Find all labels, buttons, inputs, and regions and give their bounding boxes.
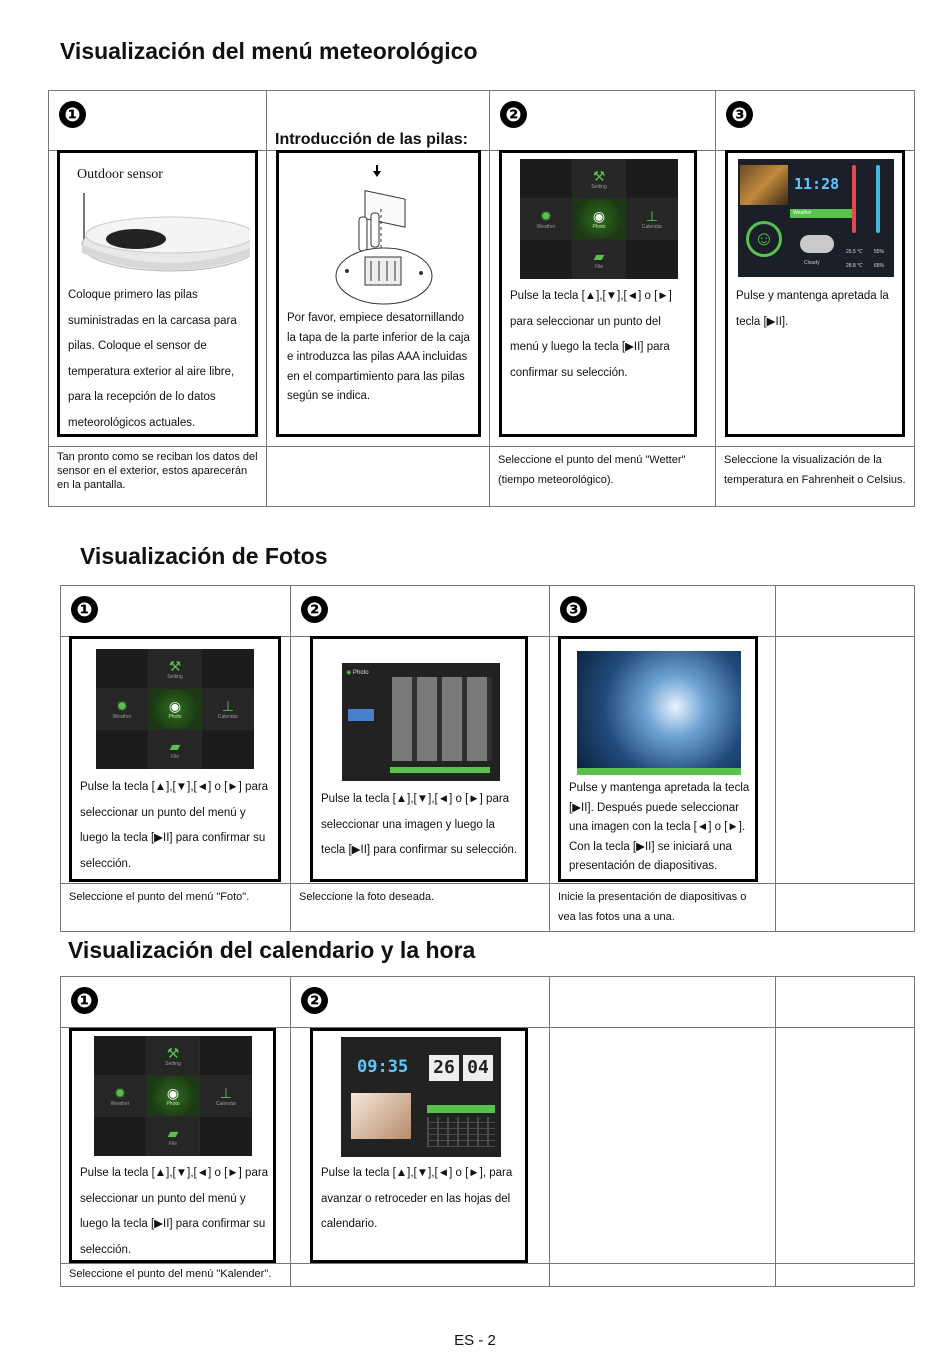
- photo-note-1: Seleccione el punto del menú "Foto".: [69, 891, 250, 903]
- thermometer-red: [852, 165, 856, 233]
- battery-box: [276, 150, 481, 437]
- slideshow-text-line: presentación de diapositivas.: [569, 860, 718, 872]
- menu-screen: ⚒ Setting ✹ Weather ◉ Photo ⊥ Calendar ▰ File: [96, 649, 254, 769]
- battery-text-line: e introduzca las pilas AAA incluidas: [287, 351, 468, 363]
- slideshow-text-line: [▶II]. Después puede seleccionar: [569, 801, 739, 814]
- sensor-text-line: meteorológicos actuales.: [68, 416, 196, 429]
- photo-step-2-badge: ❷: [301, 596, 328, 623]
- page-number: ES - 2: [454, 1332, 496, 1349]
- photo-menu-text-line: seleccionar un punto del menú y: [80, 806, 246, 819]
- calendar-screen: [341, 1037, 501, 1157]
- battery-text-line: Por favor, empiece desatornillando: [287, 312, 465, 324]
- setting-icon: ⚒: [168, 657, 182, 674]
- weather-photo: [740, 165, 788, 205]
- calendar-display-box: [310, 1028, 528, 1263]
- sensor-text-line: temperatura exterior al aire libre,: [68, 365, 235, 378]
- folder-icon: ▰: [593, 248, 605, 265]
- photo-menu-box: [69, 636, 281, 882]
- photo-menu-text-line: luego la tecla [▶II] para confirmar su: [80, 832, 266, 844]
- outdoor-sensor-image: [70, 183, 250, 278]
- menu-screen: ⚒ Setting ✹ Weather ◉ Photo ⊥ Calendar ▰ File: [94, 1036, 252, 1156]
- slideshow-text-line: Pulse y mantenga apretada la tecla: [569, 782, 750, 794]
- camera-icon: ◉: [592, 207, 606, 224]
- photo-menu-text-line: selección.: [80, 857, 132, 870]
- step-1-badge: ❶: [59, 101, 86, 128]
- weather-tab: Weather: [790, 209, 853, 218]
- menu-weather: ✹ Weather: [520, 199, 572, 238]
- sun-icon: ✹: [114, 1084, 126, 1101]
- weather-display-box: [725, 150, 905, 437]
- sun-icon: ✹: [540, 207, 552, 224]
- browser-text-line: seleccionar una imagen y luego la: [321, 818, 495, 831]
- calendar-step-2-badge: ❷: [301, 987, 328, 1014]
- weather-section-title: Visualización del menú meteorológico: [60, 38, 478, 64]
- smiley-icon: ☺: [746, 221, 782, 257]
- menu-photo: ◉ Photo: [573, 199, 625, 238]
- calendar-menu-text-line: selección.: [80, 1243, 132, 1256]
- photo-step-3-badge: ❸: [560, 596, 587, 623]
- weather-note-3: Seleccione la visualización de la temperatura en Fahrenheit o Celsius.: [724, 454, 906, 486]
- photo-status-bar: [390, 767, 490, 773]
- sd-card-icon: [348, 709, 374, 721]
- step-2-badge: ❷: [500, 101, 527, 128]
- camera-icon: ◉: [166, 1084, 180, 1101]
- calendar-icon: ⊥: [221, 697, 235, 714]
- menu-text-line: menú y luego la tecla [▶II] para: [510, 341, 670, 353]
- sensor-label: Outdoor sensor: [77, 167, 163, 182]
- calendar-clock: 09:35: [357, 1057, 409, 1077]
- sensor-text-line: suministradas en la carcasa para: [68, 314, 237, 327]
- weather-note-1: Tan pronto como se reciban los datos del sensor en el exterior, estos aparecerán en la pantalla.: [57, 451, 258, 491]
- battery-text-line: según se indica.: [287, 390, 371, 402]
- sensor-text-line: pilas. Coloque el sensor de: [68, 340, 207, 352]
- menu-text-line: para seleccionar un punto del: [510, 315, 661, 328]
- sensor-text-line: para la recepción de lo datos: [68, 391, 216, 403]
- slideshow-text-line: Con la tecla [▶II] se iniciará una: [569, 840, 732, 853]
- calendar-menu-text-line: seleccionar un punto del menú y: [80, 1192, 246, 1205]
- thumbnail-grid: [392, 677, 492, 761]
- slideshow-image: [577, 651, 741, 775]
- calendar-weekday-bar: [427, 1105, 495, 1113]
- slideshow-text-line: una imagen con la tecla [◄] o [►].: [569, 821, 746, 833]
- photo-menu-text-line: Pulse la tecla [▲],[▼],[◄] o [►] para: [80, 781, 269, 793]
- camera-icon: ◉: [346, 670, 353, 676]
- menu-setting: ⚒ Setting: [573, 159, 625, 198]
- photo-step-1-badge: ❶: [71, 596, 98, 623]
- camera-icon: ◉: [168, 697, 182, 714]
- calendar-menu-text-line: Pulse la tecla [▲],[▼],[◄] o [►] para: [80, 1167, 269, 1179]
- calendar-step-1-badge: ❶: [71, 987, 98, 1014]
- calendar-note-1: Seleccione el punto del menú "Kalender".: [69, 1268, 272, 1280]
- photo-browser-box: [310, 636, 528, 882]
- menu-text-line: confirmar su selección.: [510, 366, 628, 379]
- calendar-menu-text-line: luego la tecla [▶II] para confirmar su: [80, 1218, 266, 1230]
- folder-icon: ▰: [167, 1125, 179, 1142]
- sun-icon: ✹: [116, 697, 128, 714]
- calendar-text-line: calendario.: [321, 1218, 378, 1230]
- folder-icon: ▰: [169, 738, 181, 755]
- humidity-2: 65%: [874, 263, 885, 269]
- photo-browser-screen: ◉ Photo: [342, 663, 500, 781]
- calendar-icon: ⊥: [219, 1084, 233, 1101]
- photo-note-3: Inicie la presentación de diapositivas o vea las fotos una a una.: [558, 891, 747, 923]
- weather-text-line: Pulse y mantenga apretada la: [736, 290, 889, 302]
- thermometer-blue: [876, 165, 880, 233]
- calendar-icon: ⊥: [645, 207, 659, 224]
- calendar-month-card: 04: [463, 1055, 493, 1081]
- setting-icon: ⚒: [166, 1044, 180, 1061]
- weather-screen: [738, 159, 894, 277]
- battery-text-line: la tapa de la parte inferior de la caja: [287, 331, 470, 344]
- menu-calendar: ⊥ Calendar: [626, 199, 678, 238]
- slideshow-box: [558, 636, 758, 882]
- humidity-1: 55%: [874, 249, 885, 255]
- browser-text-line: tecla [▶II] para confirmar su selección.: [321, 844, 518, 856]
- menu-screen: [520, 159, 678, 279]
- menu-file: ▰ File: [573, 240, 625, 279]
- menu-text-line: Pulse la tecla [▲],[▼],[◄] o [►]: [510, 290, 672, 302]
- calendar-month-grid: [427, 1117, 495, 1147]
- weather-text-line: tecla [▶II].: [736, 315, 789, 328]
- temp-1: 26.5 ℃: [846, 249, 863, 255]
- calendar-menu-box: [69, 1028, 276, 1263]
- battery-diagram-image: [329, 161, 439, 311]
- photo-note-2: Seleccione la foto deseada.: [299, 891, 435, 903]
- weather-status: Cloudy: [804, 260, 820, 266]
- calendar-photo: [351, 1093, 411, 1139]
- battery-text-line: en el compartimiento para las pilas: [287, 370, 465, 383]
- calendar-section-title: Visualización del calendario y la hora: [68, 937, 476, 963]
- weather-note-2: Seleccione el punto del menú "Wetter" (tiempo meteorológico).: [498, 454, 686, 486]
- temp-2: 28.8 ℃: [846, 263, 863, 269]
- calendar-text-line: Pulse la tecla [▲],[▼],[◄] o [►], para: [321, 1167, 513, 1179]
- calendar-day-card: 26: [429, 1055, 459, 1081]
- calendar-text-line: avanzar o retroceder en las hojas del: [321, 1192, 511, 1205]
- slideshow-control-bar: [577, 768, 741, 775]
- weather-time: 11:28: [794, 175, 840, 193]
- sensor-text-line: Coloque primero las pilas: [68, 289, 198, 301]
- photo-section-title: Visualización de Fotos: [80, 543, 328, 569]
- cloud-icon: [800, 235, 834, 253]
- battery-heading: Introducción de las pilas:: [275, 131, 468, 148]
- setting-icon: ⚒: [592, 167, 606, 184]
- step-3-badge: ❸: [726, 101, 753, 128]
- sensor-box: [57, 150, 258, 437]
- weather-menu-box: [499, 150, 697, 437]
- browser-text-line: Pulse la tecla [▲],[▼],[◄] o [►] para: [321, 793, 510, 805]
